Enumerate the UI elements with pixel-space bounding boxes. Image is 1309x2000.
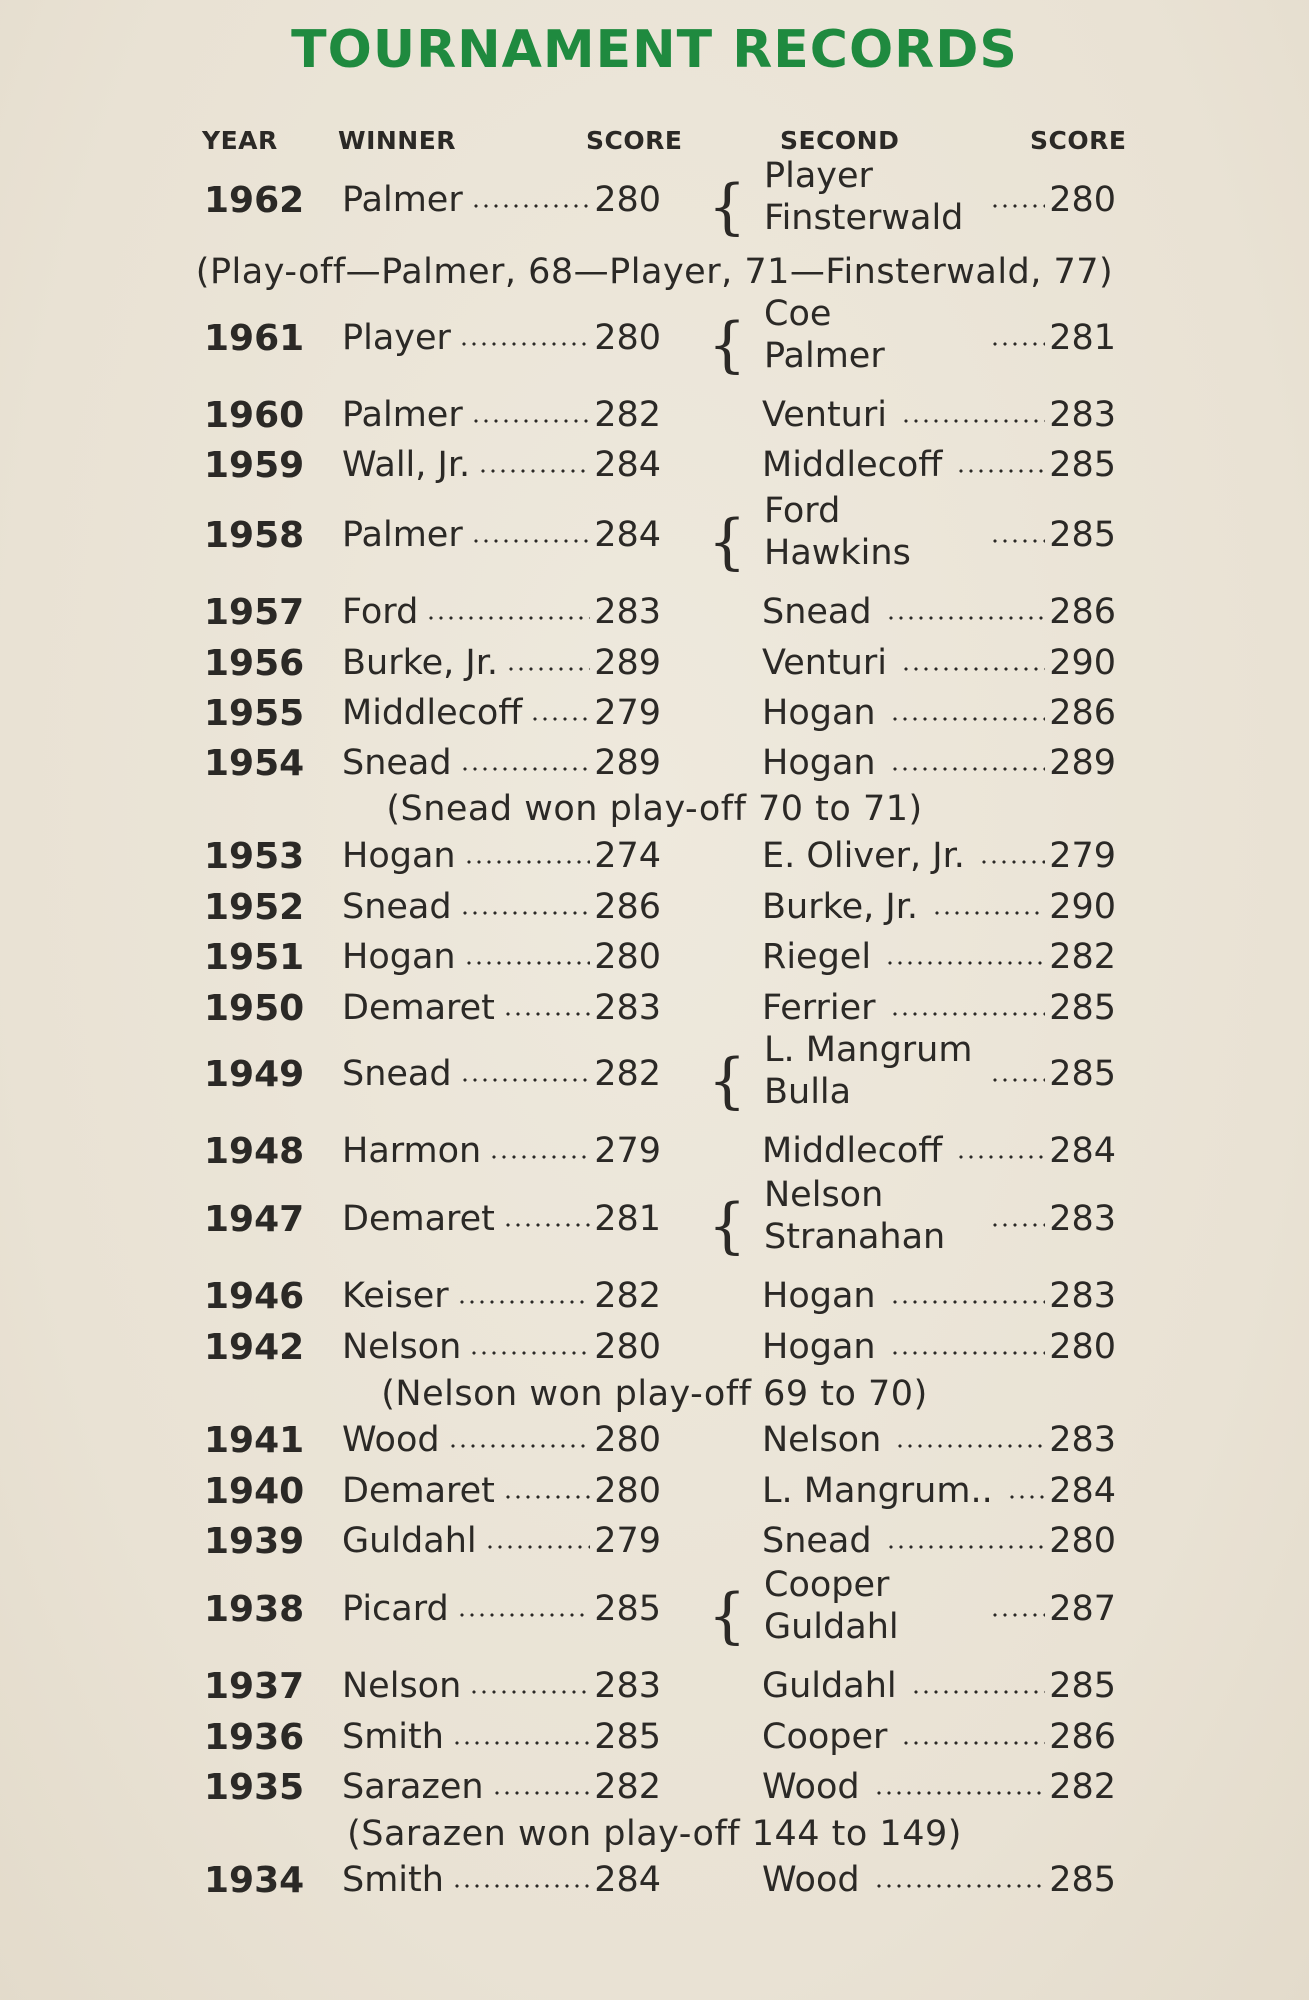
second-name: Player — [764, 156, 873, 196]
winner-name: Middlecoff — [342, 693, 523, 733]
dot-leader — [979, 860, 1045, 864]
second-name: Ford — [764, 491, 841, 531]
winner-score: 282 — [594, 1276, 661, 1316]
winner-score: 289 — [594, 743, 661, 783]
record-year: 1938 — [204, 1589, 305, 1630]
second-name: L. Mangrum.. — [762, 1471, 993, 1511]
table-row — [0, 1565, 1309, 1651]
second-name: Hogan — [762, 693, 876, 733]
dot-leader — [901, 667, 1045, 671]
second-name: Ferrier — [762, 988, 876, 1028]
dot-leader — [890, 717, 1045, 721]
dot-leader — [503, 1012, 590, 1016]
second-name: Middlecoff — [762, 1131, 943, 1171]
playoff-note: (Play-off—Palmer, 68—Player, 71—Finsterwald, 77) — [195, 252, 1114, 292]
second-name: Cooper — [764, 1565, 890, 1605]
second-score: 285 — [1049, 515, 1116, 555]
winner-name: Picard — [342, 1589, 449, 1629]
second-name: Cooper — [762, 1717, 888, 1757]
record-year: 1956 — [204, 643, 305, 684]
dot-leader — [506, 667, 590, 671]
record-year: 1954 — [204, 743, 305, 784]
winner-name: Snead — [342, 743, 452, 783]
second-name: Palmer — [764, 336, 885, 376]
winner-name: Hogan — [342, 836, 456, 876]
winner-name: Palmer — [342, 395, 463, 435]
second-score: 290 — [1049, 643, 1116, 683]
dot-leader — [471, 419, 590, 423]
record-year: 1935 — [204, 1767, 305, 1808]
table-row — [0, 1030, 1309, 1116]
record-year: 1953 — [204, 836, 305, 877]
winner-name: Burke, Jr. — [342, 643, 499, 683]
table-row — [0, 156, 1309, 242]
header-year: YEAR — [202, 126, 278, 155]
winner-score: 284 — [594, 515, 661, 555]
playoff-note: (Sarazen won play-off 144 to 149) — [347, 1814, 962, 1854]
second-score: 286 — [1049, 1717, 1116, 1757]
table-row — [0, 1131, 1309, 1191]
winner-score: 274 — [594, 836, 661, 876]
winner-name: Harmon — [342, 1131, 482, 1171]
dot-leader — [890, 1012, 1045, 1016]
second-score: 287 — [1049, 1589, 1116, 1629]
dot-leader — [895, 1444, 1045, 1448]
dot-leader — [464, 961, 590, 965]
dot-leader — [471, 204, 590, 208]
table-row — [0, 445, 1309, 505]
header-winner: WINNER — [338, 126, 457, 155]
dot-leader — [890, 1300, 1045, 1304]
dot-leader — [503, 1495, 590, 1499]
dot-leader — [956, 1155, 1045, 1159]
second-name: Hogan — [762, 1327, 876, 1367]
dot-leader — [530, 717, 590, 721]
dot-leader — [990, 1223, 1045, 1227]
dot-leader — [886, 616, 1045, 620]
second-name: Burke, Jr. — [762, 887, 919, 927]
second-name: Snead — [762, 592, 872, 632]
record-year: 1962 — [204, 180, 305, 221]
dot-leader — [874, 1884, 1045, 1888]
winner-name: Player — [342, 318, 451, 358]
dot-leader — [886, 1545, 1045, 1549]
winner-score: 285 — [594, 1589, 661, 1629]
second-score: 284 — [1049, 1471, 1116, 1511]
dot-leader — [911, 1690, 1045, 1694]
winner-score: 282 — [594, 1054, 661, 1094]
second-name: Hawkins — [764, 533, 911, 573]
record-year: 1949 — [204, 1054, 305, 1095]
second-score: 280 — [1049, 1521, 1116, 1561]
second-score: 280 — [1049, 1327, 1116, 1367]
header-second-score: SCORE — [1030, 126, 1127, 155]
second-name: Snead — [762, 1521, 872, 1561]
brace-mark: { — [708, 172, 747, 242]
second-name: E. Oliver, Jr. — [762, 836, 965, 876]
dot-leader — [460, 1078, 590, 1082]
dot-leader — [489, 1155, 590, 1159]
brace-mark: { — [708, 1191, 747, 1261]
table-row — [0, 491, 1309, 577]
second-score: 283 — [1049, 1199, 1116, 1239]
brace-mark: { — [708, 507, 747, 577]
winner-score: 282 — [594, 1767, 661, 1807]
second-name: Venturi — [762, 643, 887, 683]
second-name: Coe — [764, 294, 832, 334]
second-name: Middlecoff — [762, 445, 943, 485]
record-year: 1958 — [204, 515, 305, 556]
record-year: 1940 — [204, 1471, 305, 1512]
dot-leader — [485, 1545, 590, 1549]
dot-leader — [426, 616, 590, 620]
record-year: 1960 — [204, 395, 305, 436]
dot-leader — [990, 342, 1045, 346]
second-score: 286 — [1049, 693, 1116, 733]
playoff-note: (Snead won play-off 70 to 71) — [386, 789, 923, 829]
dot-leader — [890, 1351, 1045, 1355]
second-name: L. Mangrum — [764, 1030, 973, 1070]
second-name: Nelson — [762, 1420, 882, 1460]
dot-leader — [464, 860, 590, 864]
second-name: Hogan — [762, 743, 876, 783]
winner-name: Hogan — [342, 937, 456, 977]
dot-leader — [459, 342, 590, 346]
dot-leader — [457, 1300, 590, 1304]
second-name: Stranahan — [764, 1217, 946, 1257]
winner-score: 279 — [594, 1131, 661, 1171]
second-score: 280 — [1049, 180, 1116, 220]
dot-leader — [901, 1741, 1045, 1745]
winner-name: Demaret — [342, 1471, 495, 1511]
winner-score: 284 — [594, 1860, 661, 1900]
record-year: 1942 — [204, 1327, 305, 1368]
second-score: 283 — [1049, 1276, 1116, 1316]
winner-score: 280 — [594, 937, 661, 977]
second-score: 289 — [1049, 743, 1116, 783]
header-score: SCORE — [586, 126, 683, 155]
second-score: 283 — [1049, 395, 1116, 435]
brace-mark: { — [708, 310, 747, 380]
dot-leader — [452, 1741, 590, 1745]
dot-leader — [452, 1884, 590, 1888]
dot-leader — [503, 1223, 590, 1227]
record-year: 1961 — [204, 318, 305, 359]
winner-name: Sarazen — [342, 1767, 484, 1807]
second-name: Nelson — [764, 1175, 884, 1215]
winner-name: Smith — [342, 1860, 444, 1900]
brace-mark: { — [708, 1046, 747, 1116]
dot-leader — [1007, 1495, 1045, 1499]
record-year: 1946 — [204, 1276, 305, 1317]
dot-leader — [990, 539, 1045, 543]
second-score: 284 — [1049, 1131, 1116, 1171]
playoff-note: (Nelson won play-off 69 to 70) — [381, 1374, 928, 1414]
table-row — [0, 1175, 1309, 1261]
dot-leader — [492, 1791, 590, 1795]
dot-leader — [990, 1078, 1045, 1082]
second-score: 290 — [1049, 887, 1116, 927]
table-row — [0, 294, 1309, 380]
dot-leader — [478, 469, 590, 473]
record-year: 1957 — [204, 592, 305, 633]
table-row — [0, 1521, 1309, 1581]
dot-leader — [990, 204, 1045, 208]
second-name: Venturi — [762, 395, 887, 435]
winner-name: Nelson — [342, 1666, 462, 1706]
winner-name: Snead — [342, 1054, 452, 1094]
winner-score: 282 — [594, 395, 661, 435]
winner-score: 283 — [594, 988, 661, 1028]
dot-leader — [956, 469, 1045, 473]
winner-name: Snead — [342, 887, 452, 927]
record-year: 1939 — [204, 1521, 305, 1562]
second-score: 282 — [1049, 937, 1116, 977]
winner-name: Wall, Jr. — [342, 445, 471, 485]
dot-leader — [469, 1351, 590, 1355]
record-year: 1959 — [204, 445, 305, 486]
second-name: Finsterwald — [764, 198, 964, 238]
record-year: 1955 — [204, 693, 305, 734]
second-name: Hogan — [762, 1276, 876, 1316]
brace-mark: { — [708, 1581, 747, 1651]
record-year: 1937 — [204, 1666, 305, 1707]
winner-name: Nelson — [342, 1327, 462, 1367]
winner-score: 283 — [594, 592, 661, 632]
table-row — [0, 1860, 1309, 1920]
record-year: 1951 — [204, 937, 305, 978]
second-score: 285 — [1049, 1666, 1116, 1706]
second-name: Riegel — [762, 937, 872, 977]
dot-leader — [471, 539, 590, 543]
winner-name: Wood — [342, 1420, 440, 1460]
second-score: 285 — [1049, 445, 1116, 485]
dot-leader — [457, 1613, 590, 1617]
dot-leader — [460, 767, 590, 771]
second-score: 285 — [1049, 1054, 1116, 1094]
table-row — [0, 988, 1309, 1048]
winner-name: Palmer — [342, 515, 463, 555]
winner-score: 286 — [594, 887, 661, 927]
winner-score: 280 — [594, 180, 661, 220]
dot-leader — [932, 911, 1045, 915]
dot-leader — [890, 767, 1045, 771]
record-year: 1947 — [204, 1199, 305, 1240]
winner-name: Ford — [342, 592, 419, 632]
winner-score: 285 — [594, 1717, 661, 1757]
second-score: 279 — [1049, 836, 1116, 876]
winner-name: Smith — [342, 1717, 444, 1757]
winner-name: Demaret — [342, 988, 495, 1028]
winner-score: 280 — [594, 1327, 661, 1367]
winner-name: Palmer — [342, 180, 463, 220]
winner-score: 280 — [594, 1420, 661, 1460]
page-title: TOURNAMENT RECORDS — [291, 20, 1018, 80]
winner-score: 289 — [594, 643, 661, 683]
dot-leader — [448, 1444, 590, 1448]
record-year: 1936 — [204, 1717, 305, 1758]
second-score: 285 — [1049, 1860, 1116, 1900]
dot-leader — [469, 1690, 590, 1694]
record-year: 1952 — [204, 887, 305, 928]
winner-name: Guldahl — [342, 1521, 477, 1561]
second-name: Guldahl — [762, 1666, 897, 1706]
dot-leader — [460, 911, 590, 915]
second-score: 282 — [1049, 1767, 1116, 1807]
winner-score: 279 — [594, 1521, 661, 1561]
dot-leader — [990, 1613, 1045, 1617]
second-score: 285 — [1049, 988, 1116, 1028]
record-year: 1934 — [204, 1860, 305, 1901]
second-name: Guldahl — [764, 1607, 899, 1647]
second-name: Bulla — [764, 1072, 852, 1112]
winner-score: 280 — [594, 318, 661, 358]
second-score: 281 — [1049, 318, 1116, 358]
winner-score: 280 — [594, 1471, 661, 1511]
winner-name: Keiser — [342, 1276, 449, 1316]
second-name: Wood — [762, 1860, 860, 1900]
header-second: SECOND — [780, 126, 900, 155]
winner-score: 279 — [594, 693, 661, 733]
winner-score: 284 — [594, 445, 661, 485]
winner-score: 283 — [594, 1666, 661, 1706]
dot-leader — [885, 961, 1045, 965]
record-year: 1941 — [204, 1420, 305, 1461]
second-name: Wood — [762, 1767, 860, 1807]
winner-name: Demaret — [342, 1199, 495, 1239]
dot-leader — [874, 1791, 1045, 1795]
winner-score: 281 — [594, 1199, 661, 1239]
dot-leader — [901, 419, 1045, 423]
second-score: 283 — [1049, 1420, 1116, 1460]
second-score: 286 — [1049, 592, 1116, 632]
record-year: 1950 — [204, 988, 305, 1029]
record-year: 1948 — [204, 1131, 305, 1172]
